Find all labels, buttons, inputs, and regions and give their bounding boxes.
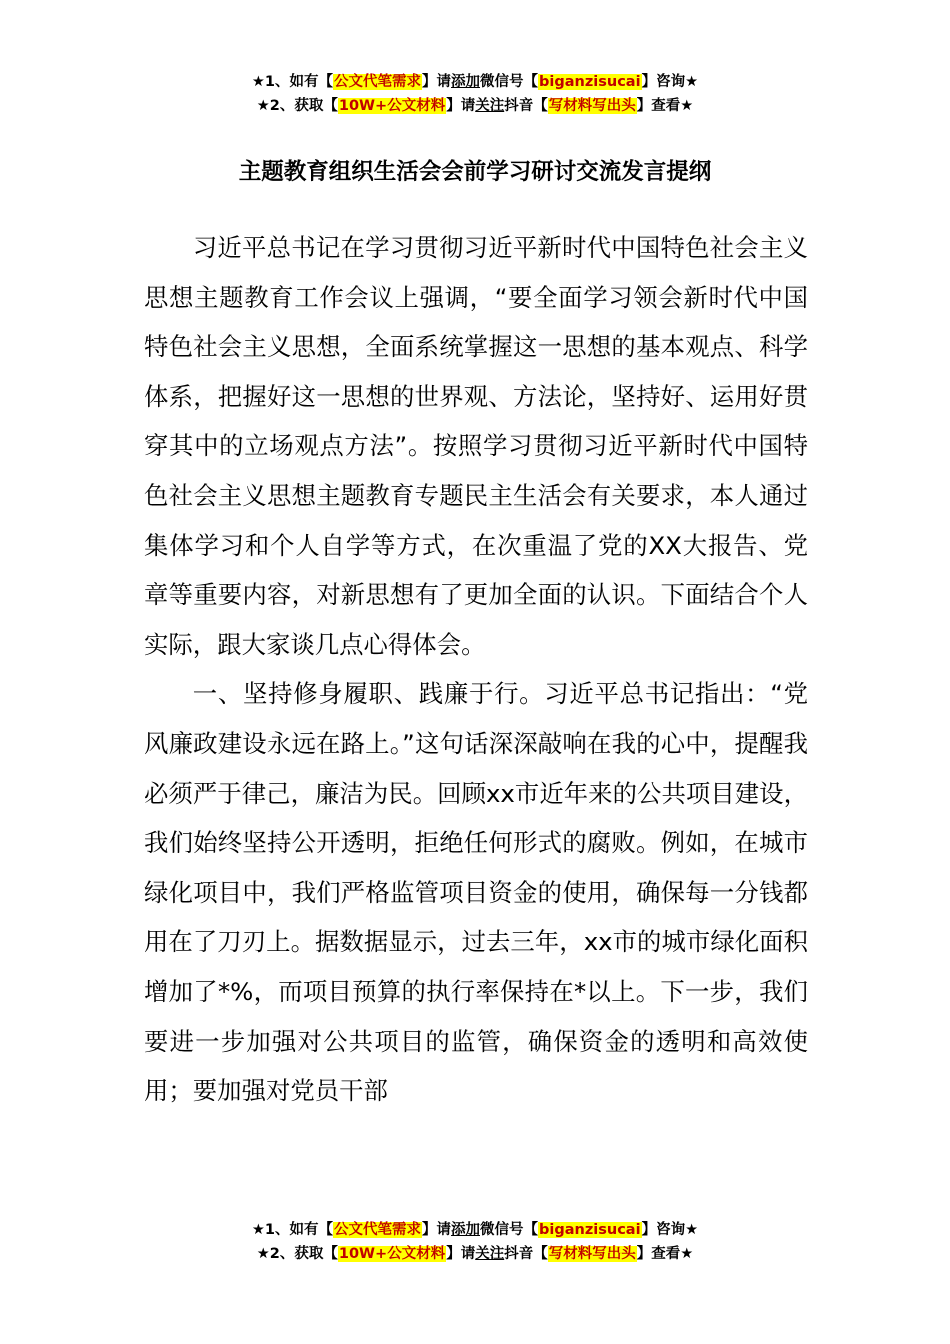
footer-banner — [0, 1218, 950, 1266]
banner-text: 】咨询★ — [641, 74, 699, 90]
banner-text: 】咨询★ — [641, 1222, 699, 1238]
banner-underlined-text: 关注 — [475, 98, 505, 114]
banner-underlined-text: 添加 — [451, 1222, 481, 1238]
banner-text: 微信号【 — [480, 74, 539, 90]
banner-highlight: biganzisucai — [539, 1222, 641, 1238]
banner-text: 】请 — [422, 74, 452, 90]
banner-underlined-text: 添加 — [451, 74, 481, 90]
banner-underlined-text: 关注 — [475, 1246, 505, 1262]
banner-text: 】查看★ — [636, 98, 694, 114]
banner-text: 微信号【 — [480, 1222, 539, 1238]
banner-text: 抖音【 — [504, 1246, 548, 1262]
banner-highlight: 10W+公文材料 — [338, 98, 446, 114]
banner-text: ★2、获取【 — [256, 98, 338, 114]
header-banner — [0, 70, 950, 118]
banner-highlight: 公文代笔需求 — [334, 1222, 422, 1238]
banner-text: 】请 — [446, 1246, 476, 1262]
banner-text: ★2、获取【 — [256, 1246, 338, 1262]
banner-text: 】请 — [446, 98, 476, 114]
banner-line-2 — [0, 94, 950, 118]
paragraph-intro: 习近平总书记在学习贯彻习近平新时代中国特色社会主义思想主题教育工作会议上强调，“要全面学习领会新时代中国特色社会主义思想，全面系统掌握这一思想的基本观点、科学体系，把握好这一思想的世界观、方法论，坚持好、运用好贯穿其中的立场观点方法”。按照学习贯彻习近平新时代中国特色社会主义思想主题教育专题民主生活会有关要求，本人通过集体学习和个人自学等方式，在次重温了党的XX大报告、党章等重要内容，对新思想有了更加全面的认识。下面结合个人实际，跟大家谈几点心得体会。 — [144, 233, 808, 659]
banner-line-1 — [0, 70, 950, 94]
banner-highlight: 写材料写出头 — [548, 1246, 636, 1262]
banner-text: 抖音【 — [504, 98, 548, 114]
banner-line-1 — [0, 1218, 950, 1242]
banner-text: ★1、如有【 — [251, 1222, 334, 1238]
banner-highlight: biganzisucai — [539, 74, 641, 90]
banner-highlight: 公文代笔需求 — [334, 74, 422, 90]
document-title: 主题教育组织生活会会前学习研讨交流发言提纲 — [238, 159, 712, 185]
document-body — [144, 223, 808, 1116]
banner-text: 】请 — [422, 1222, 452, 1238]
banner-text: ★1、如有【 — [251, 74, 334, 90]
banner-highlight: 10W+公文材料 — [338, 1246, 446, 1262]
banner-highlight: 写材料写出头 — [548, 98, 636, 114]
banner-text: 】查看★ — [636, 1246, 694, 1262]
banner-line-2 — [0, 1242, 950, 1266]
paragraph-section-1: 一、坚持修身履职、践廉于行。习近平总书记指出：“党风廉政建设永远在路上。”这句话深深敲响在我的心中，提醒我必须严于律己，廉洁为民。回顾xx市近年来的公共项目建设，我们始终坚持公开透明，拒绝任何形式的腐败。例如，在城市绿化项目中，我们严格监管项目资金的使用，确保每一分钱都用在了刀刃上。据数据显示，过去三年，xx市的城市绿化面积增加了*%，而项目预算的执行率保持在*以上。下一步，我们要进一步加强对公共项目的监管，确保资金的透明和高效使用；要加强对党员干部 — [144, 679, 808, 1106]
